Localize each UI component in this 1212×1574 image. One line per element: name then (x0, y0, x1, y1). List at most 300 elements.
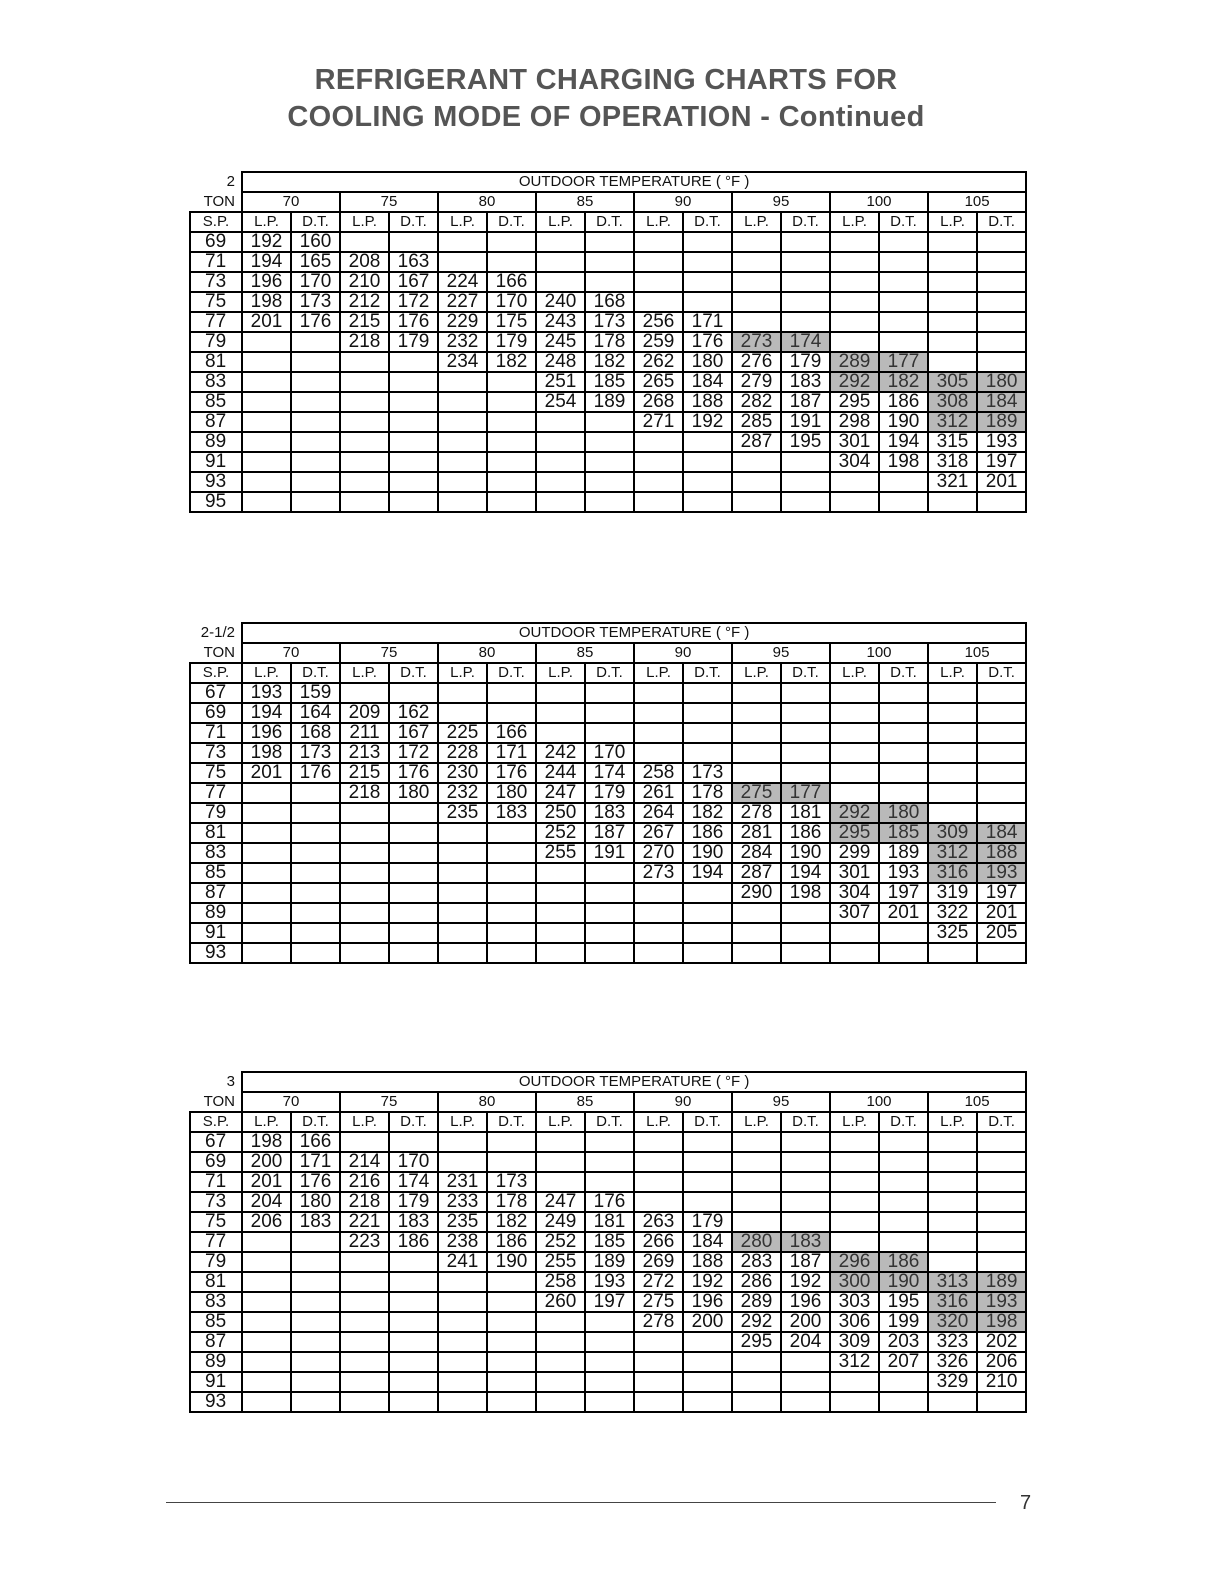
liquid-pressure-cell (340, 1132, 389, 1152)
liquid-pressure-cell: 312 (928, 843, 977, 863)
discharge-temp-cell: 189 (879, 843, 928, 863)
liquid-pressure-cell (536, 723, 585, 743)
discharge-temp-cell (389, 863, 438, 883)
suction-pressure-cell: 83 (190, 843, 242, 863)
discharge-temp-cell: 188 (977, 843, 1026, 863)
discharge-temp-cell (389, 923, 438, 943)
outdoor-temperature-header: OUTDOOR TEMPERATURE ( °F ) (242, 172, 1026, 192)
liquid-pressure-cell: 238 (438, 1232, 487, 1252)
table-row (190, 763, 1026, 783)
unit-ton-label: TON (190, 1092, 242, 1112)
discharge-temp-cell (977, 763, 1026, 783)
discharge-temp-cell: 166 (291, 1132, 340, 1152)
liquid-pressure-cell (634, 292, 683, 312)
discharge-temp-cell (781, 292, 830, 312)
discharge-temp-cell (291, 432, 340, 452)
temperature-header: 75 (340, 192, 438, 212)
liquid-pressure-cell (340, 1372, 389, 1392)
liquid-pressure-cell: 232 (438, 332, 487, 352)
discharge-temp-cell: 183 (781, 1232, 830, 1252)
liquid-pressure-cell: 225 (438, 723, 487, 743)
discharge-temp-cell: 180 (487, 783, 536, 803)
liquid-pressure-cell (928, 723, 977, 743)
liquid-pressure-cell (340, 1392, 389, 1412)
discharge-temp-cell: 201 (977, 472, 1026, 492)
discharge-temp-cell (487, 372, 536, 392)
discharge-temp-cell (389, 1252, 438, 1272)
liquid-pressure-cell (438, 703, 487, 723)
discharge-temp-cell (879, 743, 928, 763)
discharge-temp-cell (879, 252, 928, 272)
discharge-temp-cell (291, 943, 340, 963)
liquid-pressure-cell: 256 (634, 312, 683, 332)
temperature-header: 80 (438, 192, 536, 212)
liquid-pressure-cell: 223 (340, 1232, 389, 1252)
discharge-temp-cell: 189 (585, 392, 634, 412)
dt-column-header: D.T. (781, 212, 830, 232)
liquid-pressure-cell (438, 923, 487, 943)
discharge-temp-cell (487, 1372, 536, 1392)
liquid-pressure-cell (438, 432, 487, 452)
table-row (190, 452, 1026, 472)
discharge-temp-cell (291, 412, 340, 432)
liquid-pressure-cell (340, 1272, 389, 1292)
liquid-pressure-cell: 322 (928, 903, 977, 923)
temperature-header: 80 (438, 643, 536, 663)
table-row (190, 843, 1026, 863)
discharge-temp-cell (487, 1292, 536, 1312)
discharge-temp-cell (781, 252, 830, 272)
discharge-temp-cell (683, 292, 732, 312)
discharge-temp-cell (977, 1252, 1026, 1272)
liquid-pressure-cell: 215 (340, 763, 389, 783)
liquid-pressure-cell (242, 1252, 291, 1272)
liquid-pressure-cell: 304 (830, 452, 879, 472)
discharge-temp-cell: 175 (487, 312, 536, 332)
discharge-temp-cell (389, 412, 438, 432)
liquid-pressure-cell (340, 392, 389, 412)
discharge-temp-cell (487, 432, 536, 452)
discharge-temp-cell (683, 703, 732, 723)
table-row (190, 923, 1026, 943)
discharge-temp-cell (781, 1212, 830, 1232)
lp-column-header: L.P. (242, 663, 291, 683)
discharge-temp-cell (389, 392, 438, 412)
liquid-pressure-cell: 301 (830, 863, 879, 883)
liquid-pressure-cell (732, 1172, 781, 1192)
suction-pressure-cell: 75 (190, 292, 242, 312)
discharge-temp-cell: 200 (781, 1312, 830, 1332)
suction-pressure-cell: 69 (190, 232, 242, 252)
discharge-temp-cell: 190 (879, 1272, 928, 1292)
discharge-temp-cell: 186 (487, 1232, 536, 1252)
discharge-temp-cell: 197 (977, 452, 1026, 472)
dt-column-header: D.T. (389, 663, 438, 683)
suction-pressure-cell: 83 (190, 372, 242, 392)
liquid-pressure-cell: 198 (242, 1132, 291, 1152)
liquid-pressure-cell (732, 1352, 781, 1372)
discharge-temp-cell (781, 1132, 830, 1152)
discharge-temp-cell: 184 (683, 1232, 732, 1252)
discharge-temp-cell: 168 (585, 292, 634, 312)
lp-column-header: L.P. (438, 663, 487, 683)
discharge-temp-cell: 193 (585, 1272, 634, 1292)
discharge-temp-cell (487, 1332, 536, 1352)
liquid-pressure-cell (242, 1332, 291, 1352)
discharge-temp-cell (977, 1152, 1026, 1172)
discharge-temp-cell: 180 (683, 352, 732, 372)
dt-column-header: D.T. (683, 663, 732, 683)
liquid-pressure-cell (732, 292, 781, 312)
temperature-header: 100 (830, 643, 928, 663)
liquid-pressure-cell (928, 803, 977, 823)
liquid-pressure-cell: 215 (340, 312, 389, 332)
liquid-pressure-cell (340, 492, 389, 512)
liquid-pressure-cell: 252 (536, 823, 585, 843)
discharge-temp-cell (585, 903, 634, 923)
liquid-pressure-cell (634, 1132, 683, 1152)
discharge-temp-cell (977, 783, 1026, 803)
liquid-pressure-cell (340, 903, 389, 923)
discharge-temp-cell (291, 332, 340, 352)
lp-column-header: L.P. (242, 1112, 291, 1132)
liquid-pressure-cell: 276 (732, 352, 781, 372)
discharge-temp-cell (585, 492, 634, 512)
discharge-temp-cell: 179 (487, 332, 536, 352)
discharge-temp-cell: 164 (291, 703, 340, 723)
liquid-pressure-cell (732, 683, 781, 703)
discharge-temp-cell: 182 (487, 352, 536, 372)
discharge-temp-cell (977, 252, 1026, 272)
liquid-pressure-cell (536, 1332, 585, 1352)
dt-column-header: D.T. (585, 1112, 634, 1132)
discharge-temp-cell (291, 923, 340, 943)
liquid-pressure-cell: 206 (242, 1212, 291, 1232)
liquid-pressure-cell: 251 (536, 372, 585, 392)
liquid-pressure-cell: 270 (634, 843, 683, 863)
discharge-temp-cell (291, 783, 340, 803)
discharge-temp-cell: 176 (291, 1172, 340, 1192)
temperature-header: 85 (536, 192, 634, 212)
discharge-temp-cell: 176 (389, 763, 438, 783)
discharge-temp-cell (977, 1192, 1026, 1212)
suction-pressure-cell: 79 (190, 1252, 242, 1272)
discharge-temp-cell: 178 (487, 1192, 536, 1212)
liquid-pressure-cell (340, 1352, 389, 1372)
liquid-pressure-cell (340, 1252, 389, 1272)
liquid-pressure-cell: 211 (340, 723, 389, 743)
suction-pressure-cell: 73 (190, 272, 242, 292)
liquid-pressure-cell (830, 943, 879, 963)
discharge-temp-cell (977, 683, 1026, 703)
discharge-temp-cell (585, 472, 634, 492)
liquid-pressure-cell (340, 683, 389, 703)
discharge-temp-cell: 183 (389, 1212, 438, 1232)
liquid-pressure-cell: 309 (830, 1332, 879, 1352)
liquid-pressure-cell (242, 1312, 291, 1332)
suction-pressure-cell: 75 (190, 763, 242, 783)
liquid-pressure-cell (732, 723, 781, 743)
dt-column-header: D.T. (291, 1112, 340, 1132)
discharge-temp-cell (683, 232, 732, 252)
discharge-temp-cell: 182 (585, 352, 634, 372)
liquid-pressure-cell (830, 272, 879, 292)
table-row (190, 492, 1026, 512)
liquid-pressure-cell (928, 1152, 977, 1172)
temperature-header: 90 (634, 192, 732, 212)
liquid-pressure-cell (536, 1392, 585, 1412)
discharge-temp-cell: 186 (879, 1252, 928, 1272)
table-row (190, 1192, 1026, 1212)
discharge-temp-cell: 193 (977, 1292, 1026, 1312)
discharge-temp-cell (585, 883, 634, 903)
suction-pressure-cell: 79 (190, 803, 242, 823)
liquid-pressure-cell (438, 252, 487, 272)
discharge-temp-cell: 201 (977, 903, 1026, 923)
liquid-pressure-cell (340, 472, 389, 492)
temperature-header: 95 (732, 643, 830, 663)
liquid-pressure-cell: 252 (536, 1232, 585, 1252)
discharge-temp-cell (585, 1172, 634, 1192)
discharge-temp-cell (585, 723, 634, 743)
liquid-pressure-cell (928, 312, 977, 332)
unit-size-label: 2-1/2 (190, 623, 242, 643)
discharge-temp-cell (879, 703, 928, 723)
lp-column-header: L.P. (928, 212, 977, 232)
discharge-temp-cell (879, 1192, 928, 1212)
liquid-pressure-cell: 208 (340, 252, 389, 272)
suction-pressure-cell: 87 (190, 412, 242, 432)
temperature-header: 90 (634, 643, 732, 663)
discharge-temp-cell: 174 (389, 1172, 438, 1192)
liquid-pressure-cell (634, 432, 683, 452)
liquid-pressure-cell (732, 703, 781, 723)
discharge-temp-cell (879, 472, 928, 492)
discharge-temp-cell (291, 472, 340, 492)
liquid-pressure-cell (340, 1292, 389, 1312)
liquid-pressure-cell (340, 803, 389, 823)
liquid-pressure-cell (438, 1332, 487, 1352)
discharge-temp-cell: 184 (977, 823, 1026, 843)
temperature-header: 70 (242, 192, 340, 212)
discharge-temp-cell (977, 1392, 1026, 1412)
liquid-pressure-cell (732, 1372, 781, 1392)
unit-size-label: 2 (190, 172, 242, 192)
discharge-temp-cell (487, 1132, 536, 1152)
discharge-temp-cell (389, 1312, 438, 1332)
table-row (190, 272, 1026, 292)
liquid-pressure-cell: 292 (732, 1312, 781, 1332)
lp-column-header: L.P. (242, 212, 291, 232)
liquid-pressure-cell: 273 (732, 332, 781, 352)
discharge-temp-cell (585, 1312, 634, 1332)
liquid-pressure-cell: 209 (340, 703, 389, 723)
discharge-temp-cell: 190 (879, 412, 928, 432)
suction-pressure-cell: 93 (190, 1392, 242, 1412)
liquid-pressure-cell (242, 903, 291, 923)
liquid-pressure-cell (830, 1132, 879, 1152)
liquid-pressure-cell: 198 (242, 743, 291, 763)
liquid-pressure-cell (634, 452, 683, 472)
liquid-pressure-cell (536, 1312, 585, 1332)
discharge-temp-cell (487, 703, 536, 723)
liquid-pressure-cell: 312 (830, 1352, 879, 1372)
liquid-pressure-cell (830, 683, 879, 703)
discharge-temp-cell: 166 (487, 723, 536, 743)
discharge-temp-cell: 170 (487, 292, 536, 312)
liquid-pressure-cell (732, 492, 781, 512)
table-row (190, 472, 1026, 492)
discharge-temp-cell (585, 1132, 634, 1152)
suction-pressure-cell: 91 (190, 1372, 242, 1392)
liquid-pressure-cell (928, 1252, 977, 1272)
liquid-pressure-cell (536, 1372, 585, 1392)
liquid-pressure-cell: 260 (536, 1292, 585, 1312)
discharge-temp-cell: 170 (585, 743, 634, 763)
liquid-pressure-cell: 201 (242, 1172, 291, 1192)
discharge-temp-cell: 186 (389, 1232, 438, 1252)
discharge-temp-cell (683, 472, 732, 492)
discharge-temp-cell: 205 (977, 923, 1026, 943)
discharge-temp-cell (585, 1332, 634, 1352)
dt-column-header: D.T. (977, 212, 1026, 232)
liquid-pressure-cell (634, 723, 683, 743)
discharge-temp-cell (879, 232, 928, 252)
discharge-temp-cell (389, 1392, 438, 1412)
discharge-temp-cell (683, 1172, 732, 1192)
lp-column-header: L.P. (340, 212, 389, 232)
discharge-temp-cell: 199 (879, 1312, 928, 1332)
discharge-temp-cell (291, 1332, 340, 1352)
table-row (190, 292, 1026, 312)
suction-pressure-cell: 85 (190, 863, 242, 883)
discharge-temp-cell (781, 1372, 830, 1392)
liquid-pressure-cell (242, 863, 291, 883)
table-row (190, 863, 1026, 883)
discharge-temp-cell: 187 (781, 392, 830, 412)
discharge-temp-cell: 193 (977, 863, 1026, 883)
lp-column-header: L.P. (928, 663, 977, 683)
discharge-temp-cell (291, 1292, 340, 1312)
liquid-pressure-cell (634, 1372, 683, 1392)
liquid-pressure-cell: 321 (928, 472, 977, 492)
discharge-temp-cell (977, 703, 1026, 723)
liquid-pressure-cell: 285 (732, 412, 781, 432)
discharge-temp-cell: 180 (389, 783, 438, 803)
discharge-temp-cell (389, 1352, 438, 1372)
table-row (190, 1172, 1026, 1192)
discharge-temp-cell (291, 863, 340, 883)
discharge-temp-cell: 176 (487, 763, 536, 783)
liquid-pressure-cell (438, 1272, 487, 1292)
discharge-temp-cell (389, 943, 438, 963)
discharge-temp-cell (781, 1192, 830, 1212)
liquid-pressure-cell: 196 (242, 272, 291, 292)
discharge-temp-cell (781, 492, 830, 512)
discharge-temp-cell (487, 943, 536, 963)
liquid-pressure-cell: 247 (536, 783, 585, 803)
liquid-pressure-cell (732, 1152, 781, 1172)
discharge-temp-cell (487, 1152, 536, 1172)
liquid-pressure-cell: 278 (634, 1312, 683, 1332)
discharge-temp-cell: 191 (781, 412, 830, 432)
liquid-pressure-cell (536, 272, 585, 292)
suction-pressure-cell: 69 (190, 703, 242, 723)
suction-pressure-cell: 79 (190, 332, 242, 352)
discharge-temp-cell (683, 432, 732, 452)
liquid-pressure-cell (830, 763, 879, 783)
discharge-temp-cell (879, 923, 928, 943)
discharge-temp-cell (585, 943, 634, 963)
suction-pressure-cell: 77 (190, 312, 242, 332)
liquid-pressure-cell: 204 (242, 1192, 291, 1212)
liquid-pressure-cell (928, 743, 977, 763)
liquid-pressure-cell (634, 1192, 683, 1212)
unit-ton-label: TON (190, 192, 242, 212)
discharge-temp-cell: 186 (781, 823, 830, 843)
sp-column-header: S.P. (190, 663, 242, 683)
discharge-temp-cell: 197 (879, 883, 928, 903)
liquid-pressure-cell: 258 (634, 763, 683, 783)
discharge-temp-cell (977, 943, 1026, 963)
suction-pressure-cell: 89 (190, 1352, 242, 1372)
table-row (190, 1392, 1026, 1412)
discharge-temp-cell: 171 (291, 1152, 340, 1172)
discharge-temp-cell: 179 (781, 352, 830, 372)
discharge-temp-cell (487, 843, 536, 863)
liquid-pressure-cell (536, 472, 585, 492)
liquid-pressure-cell: 242 (536, 743, 585, 763)
discharge-temp-cell: 183 (291, 1212, 340, 1232)
discharge-temp-cell (781, 903, 830, 923)
liquid-pressure-cell: 216 (340, 1172, 389, 1192)
liquid-pressure-cell (634, 1172, 683, 1192)
liquid-pressure-cell (242, 923, 291, 943)
liquid-pressure-cell: 213 (340, 743, 389, 763)
discharge-temp-cell: 162 (389, 703, 438, 723)
discharge-temp-cell: 186 (879, 392, 928, 412)
table-row (190, 903, 1026, 923)
discharge-temp-cell (683, 1372, 732, 1392)
discharge-temp-cell (879, 332, 928, 352)
lp-column-header: L.P. (928, 1112, 977, 1132)
suction-pressure-cell: 73 (190, 743, 242, 763)
discharge-temp-cell (585, 923, 634, 943)
liquid-pressure-cell (830, 1212, 879, 1232)
liquid-pressure-cell (438, 472, 487, 492)
discharge-temp-cell (879, 1132, 928, 1152)
liquid-pressure-cell (830, 472, 879, 492)
liquid-pressure-cell: 261 (634, 783, 683, 803)
liquid-pressure-cell (732, 232, 781, 252)
table-row (190, 703, 1026, 723)
liquid-pressure-cell (830, 703, 879, 723)
temperature-header: 80 (438, 1092, 536, 1112)
liquid-pressure-cell: 305 (928, 372, 977, 392)
liquid-pressure-cell (242, 332, 291, 352)
discharge-temp-cell (487, 232, 536, 252)
discharge-temp-cell (585, 412, 634, 432)
suction-pressure-cell: 91 (190, 452, 242, 472)
temperature-header: 95 (732, 192, 830, 212)
liquid-pressure-cell: 221 (340, 1212, 389, 1232)
discharge-temp-cell: 185 (585, 1232, 634, 1252)
discharge-temp-cell: 182 (879, 372, 928, 392)
discharge-temp-cell (585, 863, 634, 883)
discharge-temp-cell: 210 (977, 1372, 1026, 1392)
liquid-pressure-cell: 312 (928, 412, 977, 432)
discharge-temp-cell: 172 (389, 292, 438, 312)
